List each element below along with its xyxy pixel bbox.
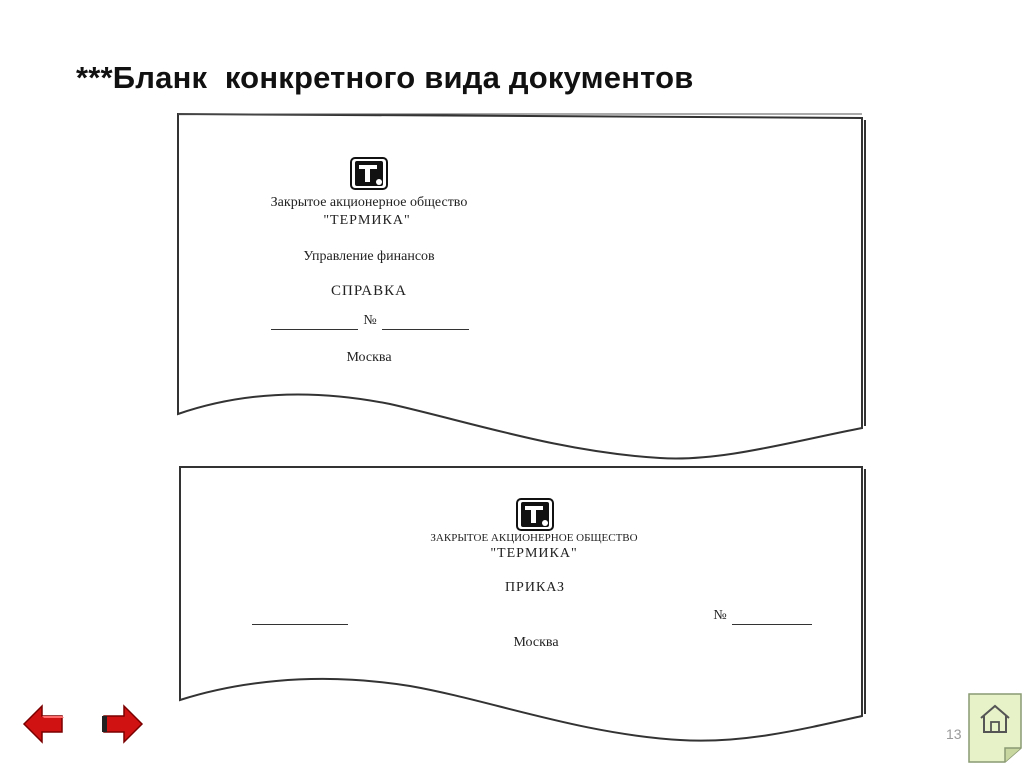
home-button[interactable]: [967, 692, 1023, 764]
document-type: СПРАВКА: [331, 283, 407, 299]
next-slide-button[interactable]: [100, 704, 144, 744]
prev-slide-button[interactable]: [22, 704, 66, 744]
document-type: ПРИКАЗ: [504, 580, 566, 595]
termika-logo-icon: [516, 498, 554, 531]
place-of-issue: Москва: [346, 350, 392, 365]
org-name-line1: Закрытое акционерное общество: [270, 195, 468, 210]
page-number: 13: [946, 726, 962, 742]
number-field-line: [732, 624, 812, 625]
date-field-line: [252, 624, 348, 625]
org-name-line1: ЗАКРЫТОЕ АКЦИОНЕРНОЕ ОБЩЕСТВО: [430, 532, 638, 544]
number-sign: №: [713, 608, 727, 623]
left-arrow-icon: [22, 704, 66, 744]
slide-title: ***Бланк конкретного вида документов: [76, 60, 694, 95]
org-name-line2: "ТЕРМИКА": [323, 213, 411, 228]
org-name-line2: "ТЕРМИКА": [490, 546, 578, 561]
right-arrow-icon: [100, 704, 144, 744]
number-sign: №: [363, 313, 377, 328]
home-icon: [967, 692, 1023, 764]
place-of-issue: Москва: [513, 635, 559, 650]
department-name: Управление финансов: [303, 249, 435, 264]
